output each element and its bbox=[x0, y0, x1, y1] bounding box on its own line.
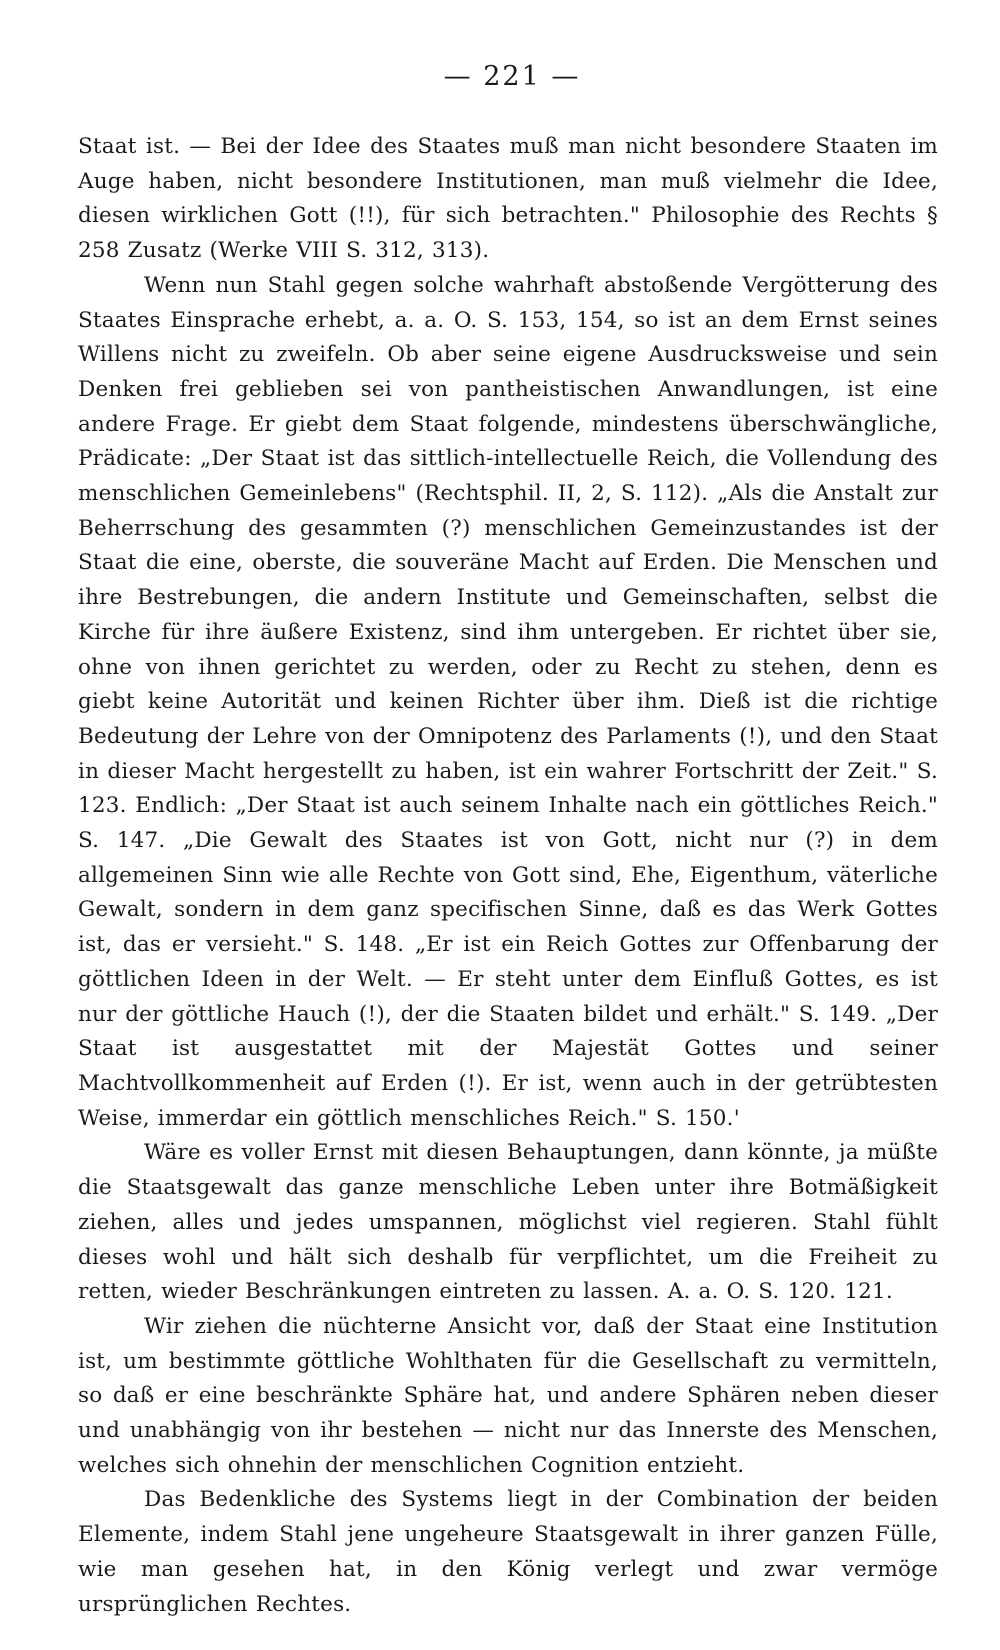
paragraph-1: Staat ist. — Bei der Idee des Staates muß man nicht besondere Staaten im Auge haben, nicht besondere Institutionen, man muß vielmehr die Idee, diesen wirklichen Gott (!!), für sich betrachten." Philosophie des Rechts § 258 Zusatz (Werke VIII S. 312, 313). bbox=[78, 134, 938, 264]
paragraph-5: Das Bedenkliche des Systems liegt in der Combination der beiden Elemente, indem Stahl jene ungeheure Staatsgewalt in ihrer ganzen Fülle, wie man gesehen hat, in den König verlegt und zwar vermöge ursprünglichen Rechtes. bbox=[78, 1487, 938, 1617]
page-number: — 221 — bbox=[443, 61, 581, 92]
paragraph-2: Wenn nun Stahl gegen solche wahrhaft abstoßende Vergötterung des Staates Einsprache erhebt, a. a. O. S. 153, 154, so ist an dem Ernst seines Willens nicht zu zweifeln. Ob aber seine eigene Ausdrucksweise und sein Denken frei geblieben sei von pantheistischen Anwandlungen, ist eine andere Frage. Er giebt dem Staat folgende, mindestens überschwängliche, Prädicate: „Der Staat ist das sittlich-intellectuelle Reich, die Vollendung des menschlichen Gemeinlebens" (Rechtsphil. II, 2, S. 112). „Als die Anstalt zur Beherrschung des gesammten (?) menschlichen Gemeinzustandes ist der Staat die eine, oberste, die souveräne Macht auf Erden. Die Menschen und ihre Bestrebungen, die andern Institute und Gemeinschaften, selbst die Kirche für ihre äußere Existenz, sind ihm untergeben. Er richtet über sie, ohne von ihnen gerichtet zu werden, oder zu Recht zu stehen, denn es giebt keine Autorität und keinen Richter über ihm. Dieß ist die richtige Bedeutung der Lehre von der Omnipotenz des Parlaments (!), und den Staat in dieser Macht hergestellt zu haben, ist ein wahrer Fortschritt der Zeit." S. 123. Endlich: „Der Staat ist auch seinem Inhalte nach ein göttliches Reich." S. 147. „Die Gewalt des Staates ist von Gott, nicht nur (?) in dem allgemeinen Sinn wie alle Rechte von Gott sind, Ehe, Eigenthum, väterliche Gewalt, sondern in dem ganz specifischen Sinne, daß es das Werk Gottes ist, das er versieht." S. 148. „Er ist ein Reich Gottes zur Offenbarung der göttlichen Ideen in der Welt. — Er steht unter dem Einfluß Gottes, es ist nur der göttliche Hauch (!), der die Staaten bildet und erhält." S. 149. „Der Staat ist ausgestattet mit der Majestät Gottes und seiner Machtvollkommenheit auf Erden (!). Er ist, wenn auch in der getrübtesten Weise, immerdar ein göttlich menschliches Reich." S. 150.' bbox=[78, 272, 938, 1131]
paragraph-3: Wäre es voller Ernst mit diesen Behauptungen, dann könnte, ja müßte die Staatsgewalt das ganze menschliche Leben unter ihre Botmäßigkeit ziehen, alles und jedes umspannen, möglichst viel regieren. Stahl fühlt dieses wohl und hält sich deshalb für verpflichtet, um die Freiheit zu retten, wieder Beschränkungen eintreten zu lassen. A. a. O. S. 120. 121. bbox=[78, 1140, 938, 1305]
paragraph-4: Wir ziehen die nüchterne Ansicht vor, daß der Staat eine Institution ist, um bestimmte göttliche Wohlthaten für die Gesellschaft zu vermitteln, so daß er eine beschränkte Sphäre hat, und andere Sphären neben dieser und unabhängig von ihr bestehen — nicht nur das Innerste des Menschen, welches sich ohnehin der menschlichen Cognition entzieht. bbox=[78, 1313, 938, 1478]
